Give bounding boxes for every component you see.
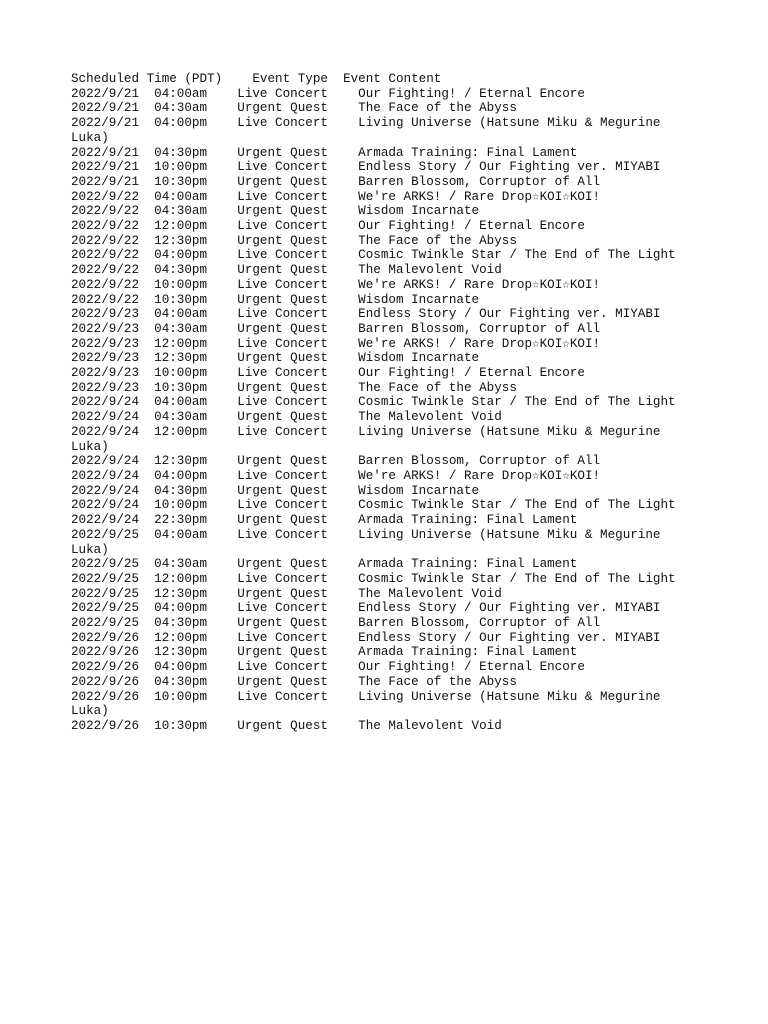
schedule-line: 2022/9/23 12:00pm Live Concert We're ARKS! / Rare Drop☆KOI☆KOI! bbox=[71, 336, 601, 351]
schedule-line: Luka) bbox=[71, 704, 109, 719]
schedule-line: 2022/9/24 04:00pm Live Concert We're ARKS! / Rare Drop☆KOI☆KOI! bbox=[71, 468, 601, 483]
schedule-line: 2022/9/24 04:00am Live Concert Cosmic Twinkle Star / The End of The Light bbox=[71, 395, 676, 410]
schedule-line: 2022/9/23 10:30pm Urgent Quest The Face of the Abyss bbox=[71, 380, 517, 395]
schedule-line: 2022/9/26 04:30pm Urgent Quest The Face of the Abyss bbox=[71, 674, 517, 689]
schedule-line: 2022/9/26 10:30pm Urgent Quest The Malevolent Void bbox=[71, 718, 502, 733]
schedule-line: 2022/9/22 12:00pm Live Concert Our Fighting! / Eternal Encore bbox=[71, 219, 585, 234]
schedule-line: 2022/9/26 12:30pm Urgent Quest Armada Training: Final Lament bbox=[71, 645, 578, 660]
schedule-line: 2022/9/26 10:00pm Live Concert Living Universe (Hatsune Miku & Megurine bbox=[71, 689, 661, 704]
schedule-line: 2022/9/25 04:30pm Urgent Quest Barren Blossom, Corruptor of All bbox=[71, 616, 601, 631]
schedule-line: 2022/9/26 12:00pm Live Concert Endless Story / Our Fighting ver. MIYABI bbox=[71, 630, 661, 645]
schedule-line: 2022/9/22 04:00am Live Concert We're ARKS! / Rare Drop☆KOI☆KOI! bbox=[71, 189, 601, 204]
schedule-line: 2022/9/22 04:00pm Live Concert Cosmic Twinkle Star / The End of The Light bbox=[71, 248, 676, 263]
schedule-line: 2022/9/24 10:00pm Live Concert Cosmic Twinkle Star / The End of The Light bbox=[71, 498, 676, 513]
schedule-line: 2022/9/22 12:30pm Urgent Quest The Face of the Abyss bbox=[71, 233, 517, 248]
schedule-line: 2022/9/25 04:30am Urgent Quest Armada Training: Final Lament bbox=[71, 557, 578, 572]
schedule-line: 2022/9/24 04:30pm Urgent Quest Wisdom Incarnate bbox=[71, 483, 480, 498]
schedule-line: Luka) bbox=[71, 542, 109, 557]
schedule-line: 2022/9/22 10:00pm Live Concert We're ARKS! / Rare Drop☆KOI☆KOI! bbox=[71, 277, 601, 292]
schedule-line: 2022/9/22 04:30pm Urgent Quest The Malevolent Void bbox=[71, 263, 502, 278]
schedule-line: 2022/9/21 04:00pm Live Concert Living Universe (Hatsune Miku & Megurine bbox=[71, 116, 661, 131]
schedule-line: 2022/9/26 04:00pm Live Concert Our Fighting! / Eternal Encore bbox=[71, 660, 585, 675]
schedule-line: 2022/9/23 10:00pm Live Concert Our Fighting! / Eternal Encore bbox=[71, 366, 585, 381]
schedule-line: 2022/9/25 12:00pm Live Concert Cosmic Twinkle Star / The End of The Light bbox=[71, 571, 676, 586]
schedule-line: 2022/9/21 10:00pm Live Concert Endless Story / Our Fighting ver. MIYABI bbox=[71, 160, 661, 175]
schedule-line: 2022/9/21 04:30pm Urgent Quest Armada Training: Final Lament bbox=[71, 145, 578, 160]
schedule-line: 2022/9/25 04:00pm Live Concert Endless Story / Our Fighting ver. MIYABI bbox=[71, 601, 661, 616]
schedule-line: 2022/9/24 12:30pm Urgent Quest Barren Blossom, Corruptor of All bbox=[71, 454, 601, 469]
schedule-line: 2022/9/23 04:00am Live Concert Endless Story / Our Fighting ver. MIYABI bbox=[71, 307, 661, 322]
schedule-line: 2022/9/23 12:30pm Urgent Quest Wisdom Incarnate bbox=[71, 351, 480, 366]
schedule-line: 2022/9/24 12:00pm Live Concert Living Universe (Hatsune Miku & Megurine bbox=[71, 424, 661, 439]
schedule-line: 2022/9/22 10:30pm Urgent Quest Wisdom Incarnate bbox=[71, 292, 480, 307]
schedule-line: 2022/9/22 04:30am Urgent Quest Wisdom Incarnate bbox=[71, 204, 480, 219]
schedule-line: 2022/9/25 12:30pm Urgent Quest The Malevolent Void bbox=[71, 586, 502, 601]
schedule-header: Scheduled Time (PDT) Event Type Event Content bbox=[71, 72, 442, 86]
schedule-line: 2022/9/21 04:00am Live Concert Our Fighting! / Eternal Encore bbox=[71, 86, 585, 101]
schedule-line: 2022/9/24 22:30pm Urgent Quest Armada Training: Final Lament bbox=[71, 513, 578, 528]
schedule-line: Luka) bbox=[71, 130, 109, 145]
schedule-line: 2022/9/21 10:30pm Urgent Quest Barren Blossom, Corruptor of All bbox=[71, 174, 601, 189]
schedule-document bbox=[71, 72, 676, 734]
schedule-line: Luka) bbox=[71, 439, 109, 454]
schedule-line: 2022/9/21 04:30am Urgent Quest The Face of the Abyss bbox=[71, 101, 517, 116]
schedule-line: 2022/9/24 04:30am Urgent Quest The Malevolent Void bbox=[71, 410, 502, 425]
schedule-line: 2022/9/25 04:00am Live Concert Living Universe (Hatsune Miku & Megurine bbox=[71, 527, 661, 542]
schedule-line: 2022/9/23 04:30am Urgent Quest Barren Blossom, Corruptor of All bbox=[71, 321, 601, 336]
